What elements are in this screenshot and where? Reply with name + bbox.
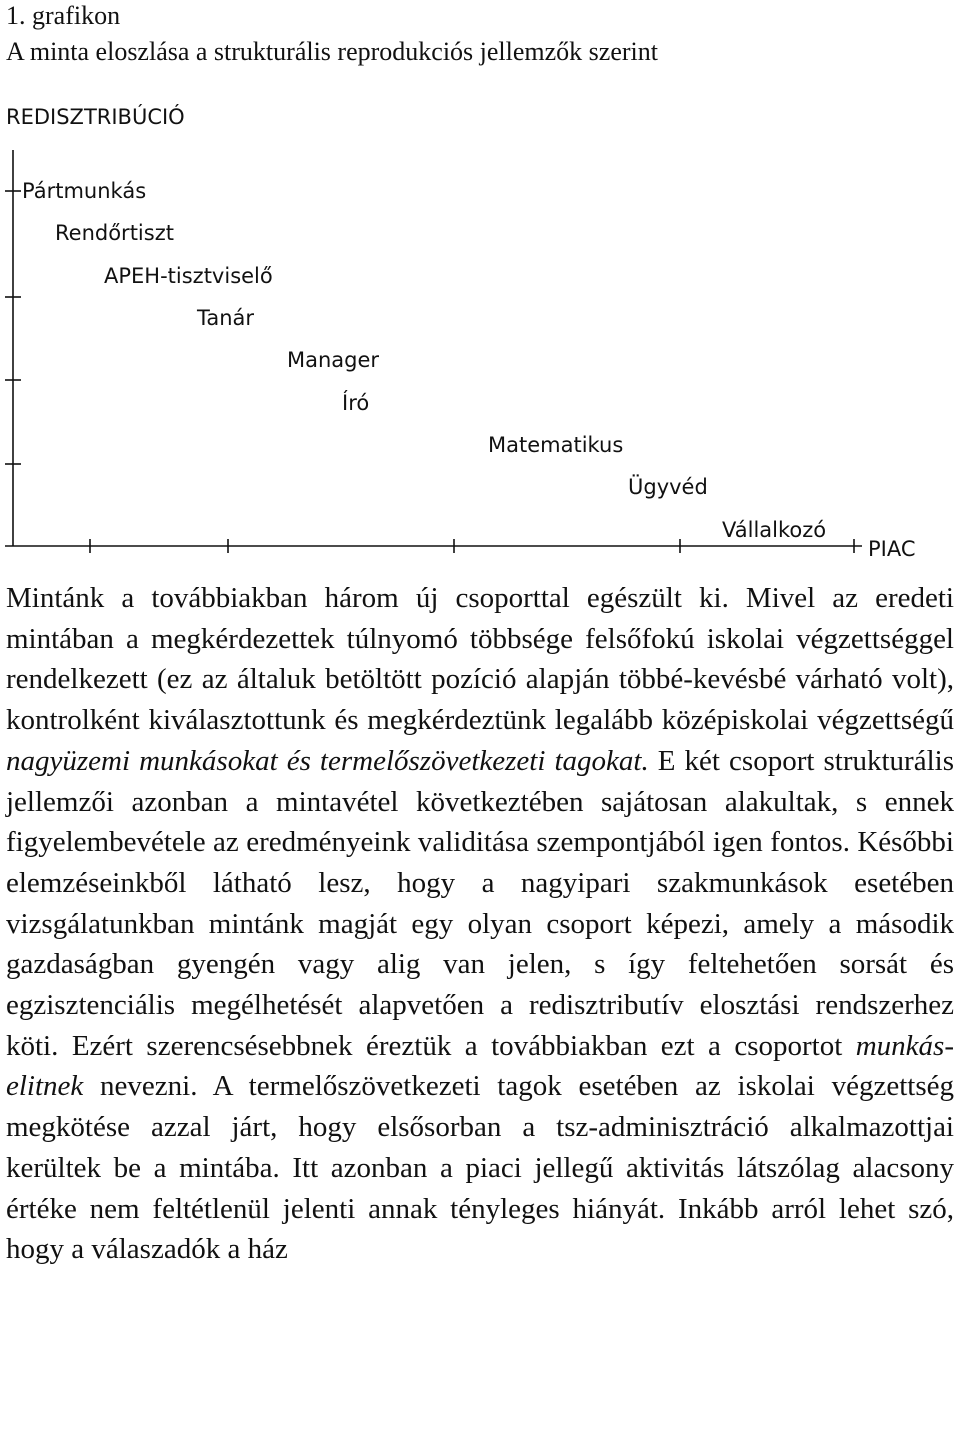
figure-title: A minta eloszlása a strukturális reprodukciós jellemzők szerint bbox=[6, 37, 658, 66]
occupation-diagram bbox=[0, 90, 960, 570]
label-rendortiszt: Rendőrtiszt bbox=[55, 221, 174, 245]
figure-number: 1. grafikon bbox=[6, 1, 121, 30]
label-ugyved: Ügyvéd bbox=[628, 475, 708, 499]
y-axis-label: REDISZTRIBÚCIÓ bbox=[6, 105, 185, 129]
body-paragraph bbox=[6, 578, 954, 1270]
label-apeh-tisztviselo: APEH-tisztviselő bbox=[104, 264, 273, 288]
label-manager: Manager bbox=[287, 348, 380, 372]
label-iro: Író bbox=[342, 391, 370, 415]
body-text-part-2: E két csoport strukturális jellemzői azonban a mintavétel következtében sajátosan alakultak, s ennek figyelembevétele az eredményeink validitása szempontjából igen fontos. Későbbi elemzéseinkből látható lesz, hogy a nagyipari szakmunkások esetében vizsgálatunkban mintánk magját egy olyan csoport képezi, amely a második gazdaságban gyengén vagy alig van jelen, s így feltehetően sorsát és egzisztenciális megélhetését alapvetően a redisztributív elosztási rendszerhez köti. Ezért szerencsésebbnek éreztük a továbbiakban ezt a csoportot bbox=[6, 744, 954, 1062]
body-text-part-1: Mintánk a továbbiakban három új csoporttal egészült ki. Mivel az eredeti mintában a megkérdezettek túlnyomó többsége felsőfokú iskolai végzettséggel rendelkezett (ez az általuk betöltött pozíció alapján többé-kevésbé várható volt), kontrolként kiválasztottunk és megkérdeztünk legalább középiskolai végzettségű bbox=[6, 582, 954, 737]
body-text-part-3: nevezni. A termelőszövetkezeti tagok esetében az iskolai végzettség megkötése azzal járt, hogy elsősorban a tsz-adminisztráció alkalmazottjai kerültek be a mintába. Itt azonban a piaci jellegű aktivitás látszólag alacsony értéke nem feltétlenül jelenti annak tényleges hiányát. Inkább arról lehet szó, hogy a válaszadók a ház bbox=[6, 1070, 954, 1266]
diagram-canvas bbox=[0, 90, 960, 570]
paragraph bbox=[6, 578, 954, 1270]
label-vallalkozo: Vállalkozó bbox=[722, 518, 827, 542]
label-tanar: Tanár bbox=[197, 306, 255, 330]
body-text-emphasis-1: nagyüzemi munkásokat és termelőszövetkezeti tagokat. bbox=[6, 744, 649, 777]
label-matematikus: Matematikus bbox=[488, 433, 624, 457]
x-axis-label: PIAC bbox=[868, 537, 916, 561]
label-partmunkas: Pártmunkás bbox=[22, 179, 147, 203]
body-text-emphasis-2: munkás-elitnek bbox=[6, 1029, 954, 1103]
